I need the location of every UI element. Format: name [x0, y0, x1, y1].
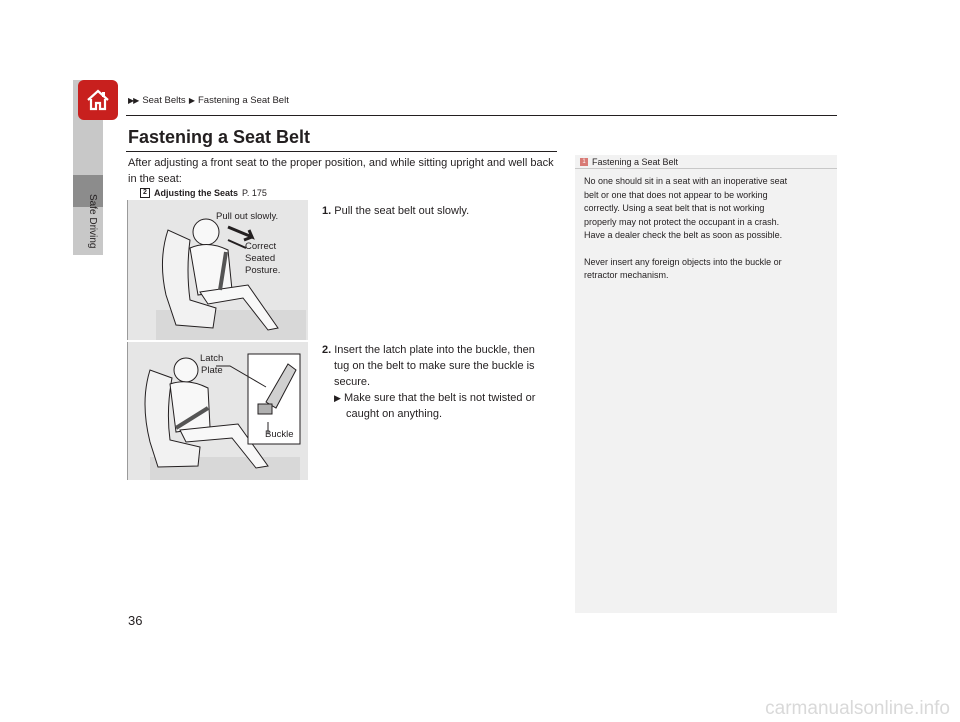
- home-button[interactable]: [78, 80, 118, 120]
- header-divider: [126, 115, 837, 116]
- step-text-line: Insert the latch plate into the buckle, then: [334, 344, 535, 356]
- step-text-line: tug on the belt to make sure the buckle is: [334, 360, 535, 372]
- breadcrumb-arrow-icon: ▶▶: [128, 96, 139, 105]
- note-body: [584, 175, 824, 296]
- step-2: [322, 342, 562, 422]
- buckle-label: Buckle: [265, 429, 294, 440]
- cross-reference-icon: 2: [140, 188, 150, 198]
- note-line: retractor mechanism.: [584, 270, 669, 280]
- note-line: correctly. Using a seat belt that is not working: [584, 203, 765, 213]
- step-1: [322, 203, 469, 219]
- xref-page: P. 175: [242, 188, 267, 198]
- watermark: carmanualsonline.info: [765, 698, 950, 719]
- breadcrumb-arrow-icon: ▶: [187, 96, 194, 105]
- sub-bullet-line: caught on anything.: [346, 408, 443, 420]
- note-line: Never insert any foreign objects into the buckle or: [584, 256, 782, 267]
- note-line: Have a dealer check the belt as soon as possible.: [584, 230, 783, 240]
- page-title: Fastening a Seat Belt: [128, 127, 311, 147]
- step-text: Pull the seat belt out slowly.: [334, 205, 470, 217]
- page-number: 36: [128, 613, 143, 628]
- xref-title: Adjusting the Seats: [154, 188, 239, 198]
- note-line: No one should sit in a seat with an inoperative seat: [584, 176, 788, 186]
- note-line: properly may not protect the occupant in a crash.: [584, 216, 780, 227]
- section-label[interactable]: Safe Driving: [87, 194, 98, 249]
- home-icon: [85, 88, 111, 112]
- sub-bullet-line: Make sure that the belt is not twisted or: [343, 392, 536, 404]
- note-paragraph: [584, 175, 824, 243]
- note-heading-text: Fastening a Seat Belt: [592, 156, 679, 167]
- latch-label-line1: Latch: [200, 353, 224, 364]
- step-text-line: secure.: [334, 376, 371, 388]
- sub-bullet-arrow-icon: ▶: [334, 393, 341, 403]
- intro-text: After adjusting a front seat to the proper position, and while sitting upright and well back in the seat:: [128, 157, 554, 185]
- figure-pull-belt: [127, 200, 308, 340]
- note-heading: [575, 155, 837, 169]
- figure-insert-latch: [127, 342, 308, 480]
- title-divider: [126, 151, 557, 152]
- note-paragraph: [584, 256, 824, 283]
- posture-label-line3: Posture.: [245, 265, 281, 276]
- breadcrumb: [128, 95, 289, 106]
- posture-label-line2: Seated: [245, 253, 276, 264]
- latch-label-line2: Plate: [201, 365, 223, 376]
- pull-arrow-icon: [228, 227, 252, 240]
- cross-reference-link[interactable]: [140, 188, 267, 198]
- note-number-badge: 1: [580, 158, 588, 166]
- posture-label-line1: Correct: [245, 241, 277, 252]
- breadcrumb-item-current: Fastening a Seat Belt: [198, 95, 289, 106]
- pull-out-label: Pull out slowly.: [216, 211, 279, 222]
- breadcrumb-item-seat-belts[interactable]: Seat Belts: [142, 95, 186, 106]
- note-line: belt or one that does not appear to be working: [584, 189, 768, 200]
- step-number: 2.: [322, 344, 332, 356]
- step-number: 1.: [322, 205, 332, 217]
